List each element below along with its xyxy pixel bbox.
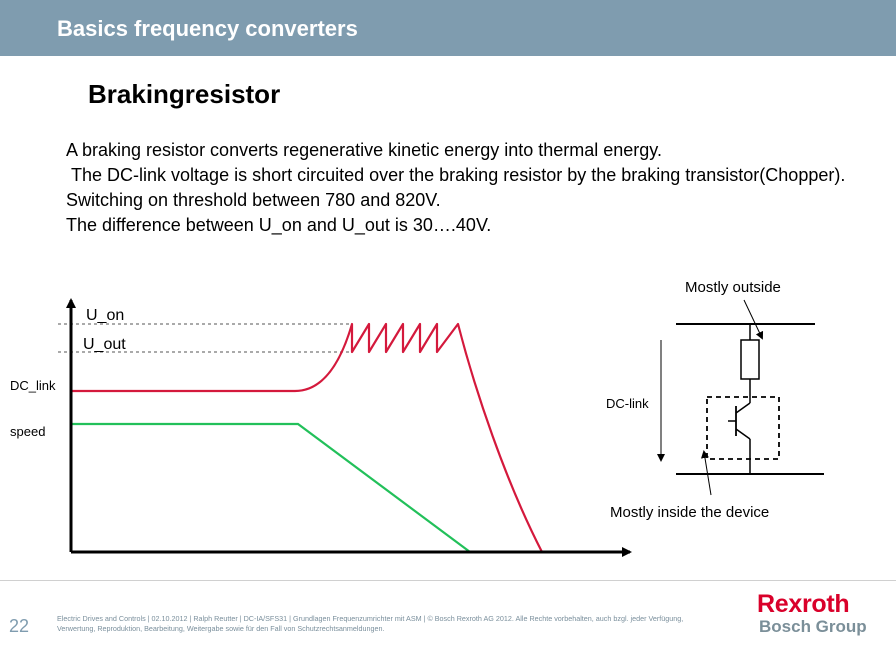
dc-link-label: DC_link [10,378,56,393]
speed-curve [71,424,470,552]
body-paragraph-1: A braking resistor converts regenerative kinetic energy into thermal energy. [66,140,662,160]
rexroth-logo: Rexroth [757,590,850,618]
u-out-label: U_out [83,336,126,353]
body-paragraph-3: Switching on threshold between 780 and 820V. [66,190,441,210]
brake-transistor-symbol [728,400,750,474]
u-on-label: U_on [86,307,125,324]
header-title: Basics frequency converters [57,16,358,41]
body-text [66,138,866,238]
dc-link-curve [71,324,542,552]
device-boundary-box [707,397,779,459]
braking-diagram [0,260,896,580]
chopper-circuit [606,279,824,521]
body-paragraph-2: The DC-link voltage is short circuited over the braking resistor by the braking transistor(Chopper). [66,165,846,185]
footer-divider [0,580,896,581]
voltage-speed-graph [10,300,630,552]
body-paragraph-4: The difference between U_on and U_out is 30….40V. [66,215,492,235]
braking-resistor-symbol [741,340,759,379]
footer-copyright: Electric Drives and Controls | 02.10.2012 | Ralph Reutter | DC-IA/SFS31 | Grundlagen Frequenzumrichter mit ASM | © Bosch Rexroth AG 2012. Alle Rechte vorbehalten, auch bzgl. jeder Verfügung, Verwertung, Reproduktion, Bearbeitung, Weitergabe sowie für den Fall von Schutzrechtsanmeldungen. [57,614,684,633]
bosch-group-logo: Bosch Group [759,617,867,636]
header-bar [0,0,896,56]
mostly-inside-label: Mostly inside the device [610,504,770,521]
speed-label: speed [10,424,46,439]
page-number: 22 [9,616,30,636]
circuit-dc-link-label: DC-link [606,396,649,411]
pointer-outside [744,300,762,338]
slide-title: Brakingresistor [88,79,281,109]
mostly-outside-label: Mostly outside [685,279,781,296]
